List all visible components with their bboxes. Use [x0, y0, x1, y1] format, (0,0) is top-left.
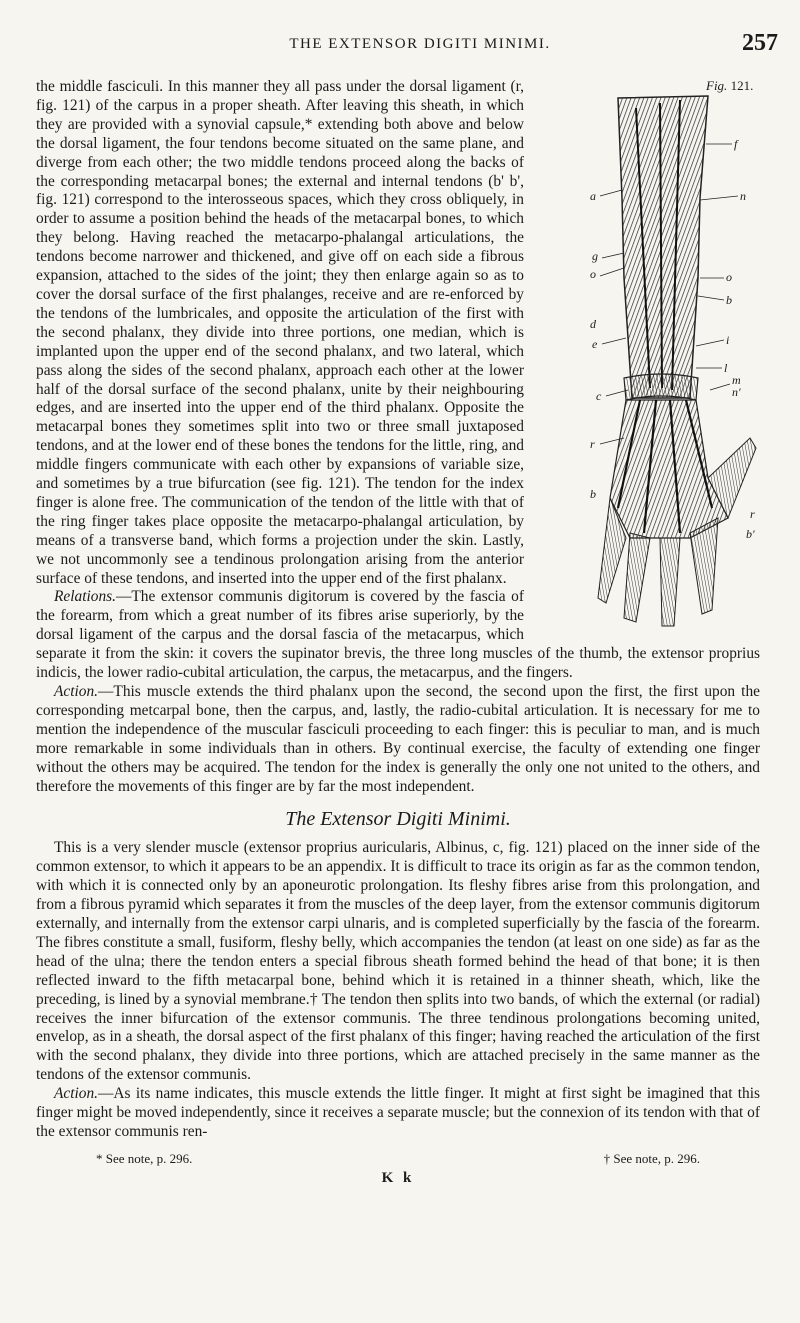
- page-number: 257: [742, 30, 778, 56]
- paragraph-digiti-action: [36, 1085, 760, 1142]
- page-text: [36, 78, 760, 1188]
- label-n-prime: n': [732, 385, 741, 399]
- digiti-action-text: —As its name indicates, this muscle extends the little finger. It might at first sight be imagined that this finger might be moved independently, since it receives a separate muscle; but the connexion of its tendon with that of the extensor communis ren-: [36, 1085, 760, 1140]
- action-text: —This muscle extends the third phalanx upon the second, the second upon the first, the first upon the corresponding metcarpal bone, then the carpus, and, lastly, the radio-cubital articulation. It is necessary for me to mention the independence of the muscular fasciculi proceeding to each finger: this is peculiar to man, and is much more remarkable in some individuals than in others. By continual exercise, the faculty of extending one finger without the others may be acquired. The tendon for the index is generally the only one not united to the others, and therefore the movements of this finger are by far the most independent.: [36, 683, 760, 795]
- label-m: m: [732, 373, 741, 387]
- footnote-right: † See note, p. 296.: [603, 1150, 700, 1166]
- label-o-left: o: [590, 267, 596, 281]
- label-b: b: [726, 293, 732, 307]
- label-f: f: [734, 137, 738, 151]
- page-header: [0, 30, 800, 60]
- digiti-action-heading: Action.: [54, 1085, 99, 1103]
- label-r-right: r: [750, 507, 755, 521]
- label-i: i: [726, 333, 730, 347]
- label-b-prime: b': [746, 527, 755, 541]
- label-c: c: [596, 389, 602, 403]
- label-r-left: r: [590, 437, 595, 451]
- relations-heading: Relations.: [54, 588, 116, 606]
- label-l: l: [724, 361, 728, 375]
- signature-mark: K k: [381, 1169, 415, 1186]
- paragraph-action: [36, 683, 760, 796]
- label-n: n: [740, 189, 746, 203]
- running-head: THE EXTENSOR DIGITI MINIMI.: [289, 36, 551, 52]
- label-g: g: [592, 249, 598, 263]
- label-b-left: b: [590, 487, 596, 501]
- figure-space: [534, 78, 760, 638]
- figure-label-prefix: Fig.: [706, 78, 728, 93]
- relations-text: —The extensor communis digitorum is covered by the fascia of the forearm, from which a great number of its fibres arise superiorly, by the dorsal ligament of the carpus and the dorsal fascia of the metacarpus, which separate it from the skin: it covers the supinator brevis, the three long muscles of the thumb, the extensor proprius indicis, the lower radio-cubital articulation, the carpus, the metacarpus, and the fingers.: [36, 588, 760, 682]
- footnote-left: * See note, p. 296.: [96, 1150, 193, 1166]
- label-a: a: [590, 189, 596, 203]
- label-o: o: [726, 270, 732, 284]
- section-title: The Extensor Digiti Minimi.: [285, 808, 511, 831]
- figure-number: 121.: [730, 78, 754, 93]
- action-heading: Action.: [54, 683, 99, 700]
- label-e: e: [592, 337, 598, 351]
- paragraph-tendons: the middle fasciculi. In this manner they all pass under the dorsal ligament (r, fig. 121) of the carpus in a proper sheath. After leaving this sheath, in which they are provided with a synovial capsule,* extending both above and below the dorsal ligament, the four tendons become situated on the same plane, and diverge from each other; the two middle tendons proceed along the backs of the corresponding metacarpal bones; the external and internal tendons (b' b', fig. 121) correspond to the interosseous spaces, which they cross obliquely, in order to assume a position behind the heads of the metacarpal bones, to which they belong. Having reached the metacarpo-phalangal articulations, the tendons become narrower and thickened, and give off on each side a fibrous expansion, attached to the sides of the joint; they then enlarge again so as to cover the dorsal surface of the first phalanges, receive and are re-enforced by the tendons of the lumbricales, and opposite the articulation of the first with the second phalanx, they divide into three portions, one median, which is implanted upon the upper end of the second phalanx, and two lateral, which pass along the sides of the second phalanx, approach each other at the lower half of the dorsal surface of the second phalanx, unite by their neighbouring edges, and are inserted into the upper end of the third phalanx. Opposite the metacarpal bones they sometimes split into two or three small juxtaposed tendons, and at the lower end of these bones the tendons for the little, ring, and middle fingers communicate with each other by expansions of variable size, and sometimes by a true bifurcation (see fig. 121). The tendon for the index finger is alone free. The communication of the tendon of the little with that of the ring finger takes place opposite the metacarpo-phalangal articulation, by means of a transverse band, which forms a projection under the skin. Lastly, we not uncommonly see a tendinous prolongation arising from the anterior surface of these tendons, and inserted into the upper end of the first phalanx.: [36, 78, 524, 587]
- footnotes: [36, 1150, 760, 1169]
- label-d: d: [590, 317, 596, 331]
- paragraph-digiti-minimi: This is a very slender muscle (extensor proprius auricularis, Albinus, c, fig. 121) placed on the inner side of the common extensor, to which it appears to be an appendix. It is difficult to trace its origin as far as the common tendon, with which it is connected only by an aponeurotic prolongation. Its fleshy fibres arise from this prolongation, and from a fibrous pyramid which separates it from the muscles of the deep layer, from the extensor communis digitorum externally, and internally from the extensor carpi ulnaris, and is completed superficially by the fascia of the forearm. The fibres constitute a small, fusiform, fleshy belly, which accompanies the tendon (at least on one side) as far as the head of the ulna; there the tendon enters a special fibrous sheath formed behind the head of that bone; it is then reflected inward to the fifth metacarpal bone, behind which it is retained in a thinner sheath, which, like the preceding, is lined by a synovial membrane.† The tendon then splits into two bands, of which the external (or radial) receives the inner bifurcation of the extensor communis. The three tendinous prolongations becoming united, envelop, as in a sheath, the dorsal aspect of the first phalanx of this finger; having reached the articulation of the first with the second phalanx, they divide into three portions, which are attached precisely in the same manner as the tendons of the extensor communis.: [36, 839, 760, 1084]
